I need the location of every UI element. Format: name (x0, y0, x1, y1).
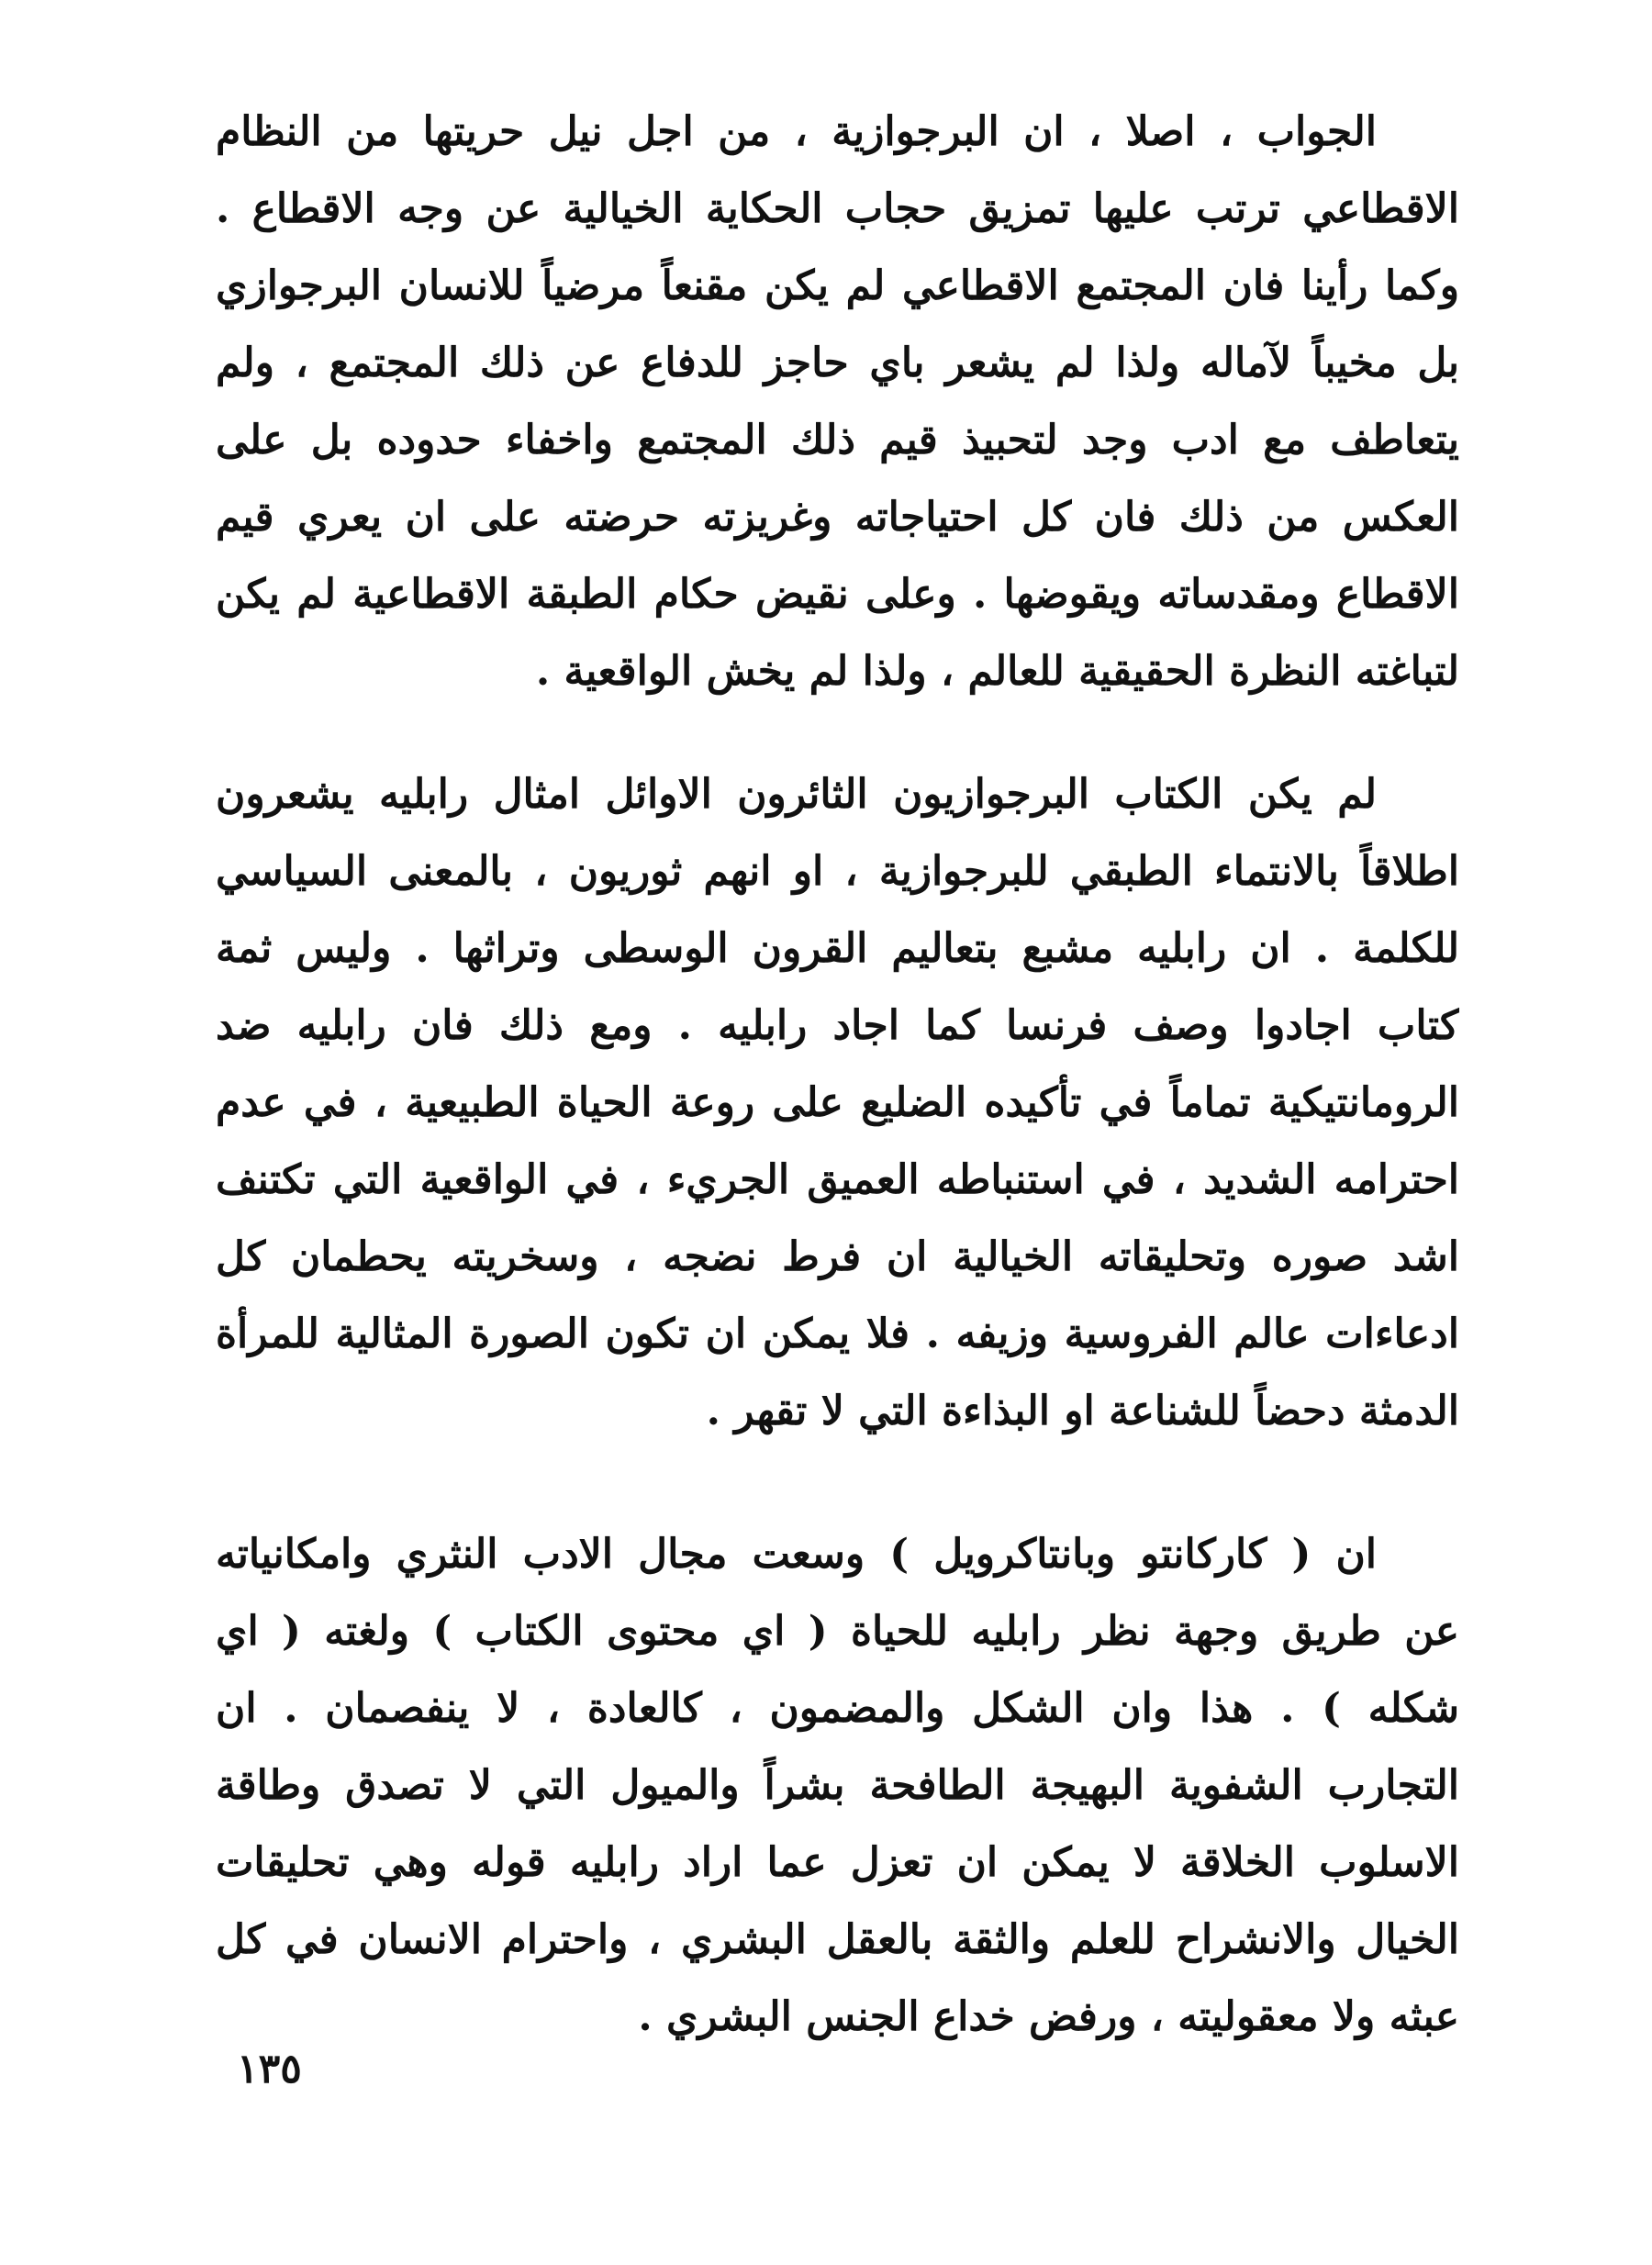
text-line: اشد صوره وتحليقاته الخيالية ان فرط نضجه ، وسخريته يحطمان كل (216, 1233, 1459, 1280)
text-line: ادعاءات عالم الفروسية وزيفه . فلا يمكن ان تكون الصورة المثالية للمرأة (216, 1311, 1459, 1357)
text-line: كتاب اجادوا وصف فرنسا كما اجاد رابليه . ومع ذلك فان رابليه ضد (216, 1002, 1459, 1049)
text-line: ان ( كاركانتو وبانتاكرويل ) وسعت مجال الادب النثري وامكانياته (216, 1531, 1377, 1578)
paragraph-2 (216, 756, 1459, 1450)
paragraph-3 (216, 1516, 1459, 2056)
text-line: اطلاقاً بالانتماء الطبقي للبرجوازية ، او انهم ثوريون ، بالمعنى السياسي (216, 848, 1459, 895)
text-line: التجارب الشفوية البهيجة الطافحة بشراً والميول التي لا تصدق وطاقة (216, 1762, 1459, 1809)
text-line: الاقطاع ومقدساته ويقوضها . وعلى نقيض حكام الطبقة الاقطاعية لم يكن (216, 571, 1459, 618)
text-line: عن طريق وجهة نظر رابليه للحياة ( اي محتوى الكتاب ) ولغته ( اي (216, 1608, 1459, 1655)
text-line: للكلمة . ان رابليه مشبع بتعاليم القرون الوسطى وتراثها . وليس ثمة (216, 925, 1459, 972)
page-number: ١٣٥ (237, 2046, 302, 2092)
text-line: لم يكن الكتاب البرجوازيون الثائرون الاوائل امثال رابليه يشعرون (216, 771, 1377, 818)
text-line: شكله ) . هذا وان الشكل والمضمون ، كالعادة ، لا ينفصمان . ان (216, 1685, 1459, 1732)
text-line: العكس من ذلك فان كل احتياجاته وغريزته حرضته على ان يعري قيم (216, 494, 1459, 541)
text-line: الخيال والانشراح للعلم والثقة بالعقل البشري ، واحترام الانسان في كل (216, 1916, 1459, 1963)
text-line: الاسلوب الخلاقة لا يمكن ان تعزل عما اراد رابليه قوله وهي تحليقات (216, 1839, 1459, 1886)
text-line: يتعاطف مع ادب وجد لتحبيذ قيم ذلك المجتمع واخفاء حدوده بل على (216, 417, 1459, 463)
text-line: بل مخيباً لآماله ولذا لم يشعر باي حاجز للدفاع عن ذلك المجتمع ، ولم (216, 340, 1459, 386)
text-line: الدمثة دحضاً للشناعة او البذاءة التي لا تقهر . (706, 1388, 1459, 1434)
text-line: عبثه ولا معقوليته ، ورفض خداع الجنس البشري . (638, 1993, 1459, 2040)
text-line: احترامه الشديد ، في استنباطه العميق الجريء ، في الواقعية التي تكتنف (216, 1156, 1459, 1203)
text-line: وكما رأينا فان المجتمع الاقطاعي لم يكن مقنعاً مرضياً للانسان البرجوازي (216, 262, 1459, 309)
text-line: الرومانتيكية تماماً في تأكيده الضليع على روعة الحياة الطبيعية ، في عدم (216, 1079, 1459, 1126)
text-line: الجواب ، اصلا ، ان البرجوازية ، من اجل نيل حريتها من النظام (216, 108, 1377, 155)
text-line: الاقطاعي ترتب عليها تمزيق حجاب الحكاية الخيالية عن وجه الاقطاع . (216, 185, 1459, 232)
paragraph-1 (216, 94, 1459, 710)
text-line: لتباغته النظرة الحقيقية للعالم ، ولذا لم يخش الواقعية . (535, 648, 1459, 695)
